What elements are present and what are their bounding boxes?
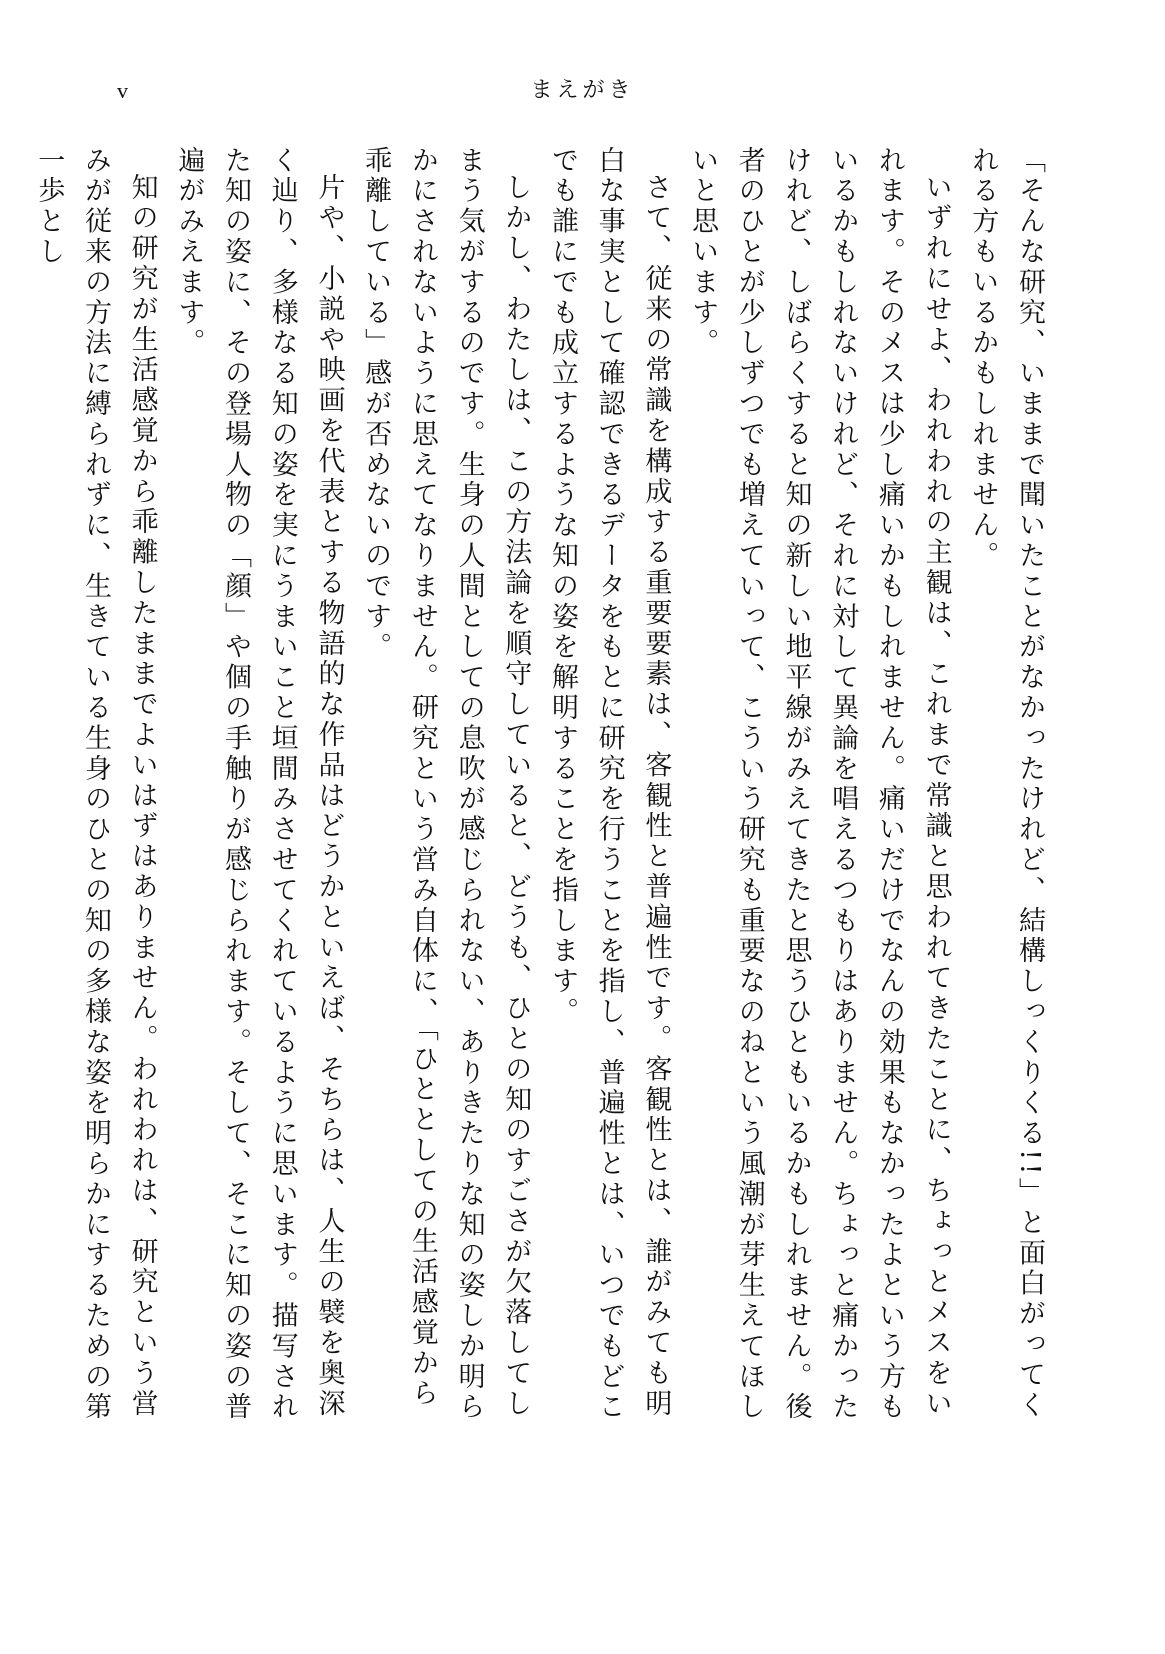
running-head: まえがき — [530, 78, 635, 103]
page-number: v — [117, 78, 128, 103]
paragraph-6: 知の研究が生活感覚から乖離したままでよいはずはありません。われわれは、研究という営みが従来の方法に縛られずに、生きている生身のひとの知の多様な姿を明らかにするための第一歩とし — [33, 146, 158, 1423]
paragraph-4: しかし、わたしは、この方法論を順守していると、どうも、ひとの知のすごさが欠落してしまう気がするのです。生身の人間としての息吹が感じられない、ありきたりな知の姿しか明らかにされないように思えてなりません。研究という営み自体に、「ひととしての生活感覚から乖離している」感が否めないのです。 — [360, 146, 532, 1423]
paragraph-3: さて、従来の常識を構成する重要要素は、客観性と普遍性です。客観性とは、誰がみても明白な事実として確認できるデータをもとに研究を行うことを指し、普遍性とは、いつでもどこでも誰にでも成立するような知の姿を解明することを指します。 — [546, 146, 672, 1423]
paragraph-2: いずれにせよ、われわれの主観は、これまで常識と思われてきたことに、ちょっとメスをいれます。そのメスは少し痛いかもしれません。痛いだけでなんの効果もなかったよという方もいるかもしれないけれど、それに対して異論を唱えるつもりはありません。ちょっと痛かったけれど、しばらくすると知の新しい地平線がみえてきたと思うひともいるかもしれません。後者のひとが少しずつでも増えていって、こういう研究も重要なのねという風潮が芽生えてほしいと思います。 — [687, 146, 952, 1423]
paragraph-5: 片や、小説や映画を代表とする物語的な作品はどうかといえば、そちらは、人生の襞を奥深く辿り、多様なる知の姿を実にうまいこと垣間みさせてくれているように思います。描写された知の姿に、その登場人物の「顔」や個の手触りが感じられます。そして、そこに知の姿の普遍がみえます。 — [173, 146, 345, 1423]
paragraph-1: 「そんな研究、いままで聞いたことがなかったけれど、結構しっくりくる!!」と面白がってくれる方もいるかもしれません。 — [967, 146, 1045, 1421]
body-text — [33, 146, 1052, 1436]
